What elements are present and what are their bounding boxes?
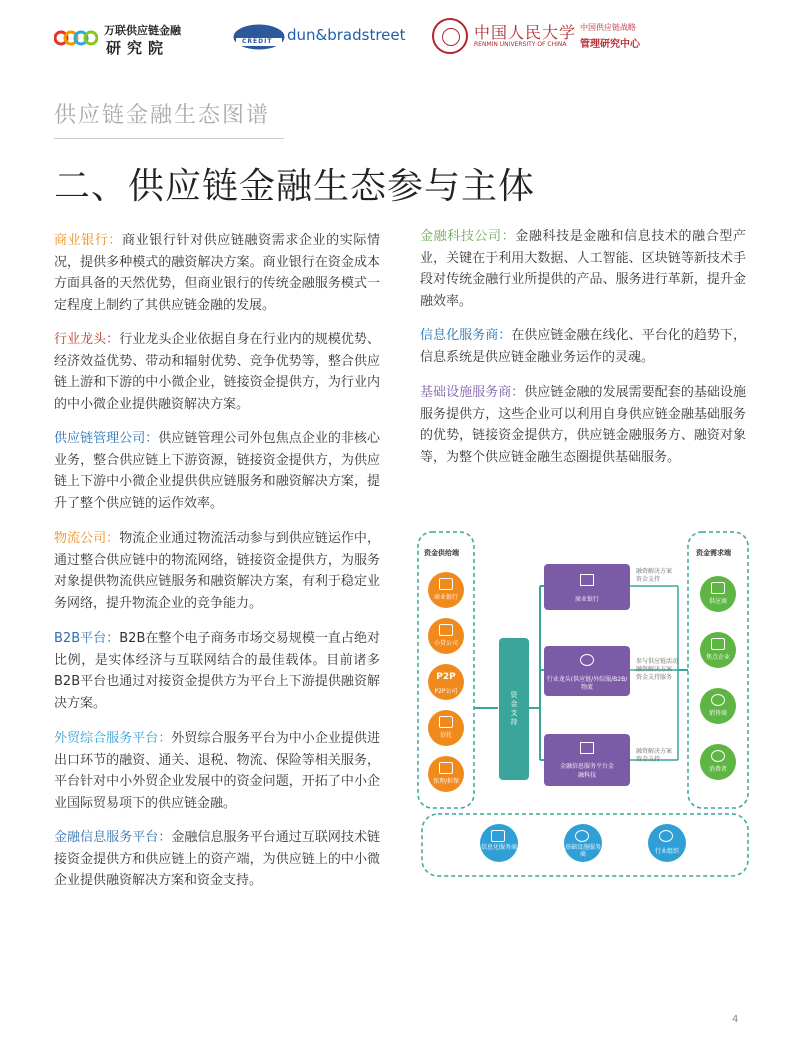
paragraph-body: 金融科技是金融和信息技术的融合型产业，关键在于利用大数据、人工智能、区块链等新技术手段对传统金融行业所提供的产品、服务进行革新，提升金融效率。: [420, 229, 746, 309]
middle-commercial-bank: 商业银行: [544, 564, 630, 610]
paragraph-commercial-bank: [54, 230, 380, 316]
paragraph-body: B2B在整个电子商务市场交易规模一直占绝对比例，是实体经济与互联网结合的最佳载体。目前诸多B2B平台也通过对接资金提供方为平台上下游提供融资解决方案。: [54, 631, 380, 711]
paragraph-b2b: [54, 628, 380, 714]
dun-bradstreet-logo: dun&bradstreet: [287, 26, 406, 44]
term-label: 供应链管理公司：: [54, 431, 159, 446]
paragraph-body: 在供应链金融在线化、平台化的趋势下，信息系统是供应链金融业务运作的灵魂。: [420, 328, 746, 365]
renmin-seal-icon: [432, 18, 468, 54]
bar-chart-icon: [491, 830, 505, 842]
term-label: 外贸综合服务平台：: [54, 731, 172, 746]
paragraph-infrastructure: [420, 382, 746, 468]
demand-focal-enterprise: 焦点企业: [700, 632, 736, 668]
paragraph-fintech: [420, 226, 746, 312]
supplier-trust: 信托: [428, 710, 464, 746]
people-icon: [711, 750, 725, 762]
renmin-english-name: RENMIN UNIVERSITY OF CHINA: [474, 41, 567, 48]
yuan-screen-icon: [580, 742, 594, 754]
person-icon: [711, 694, 725, 706]
demand-supplier: 供应商: [700, 576, 736, 612]
gear-icon: [575, 830, 589, 842]
wanlian-logo: [54, 20, 204, 56]
bank-icon: [580, 574, 594, 586]
bottom-infrastructure: 基础设施服务商: [564, 824, 602, 862]
supplier-commercial-bank: 商业银行: [428, 572, 464, 608]
paragraph-body: 金融信息服务平台通过互联网技术链接资金提供方和供应链上的资产端，为供应链上的中小微企业提供融资解决方案和资金支持。: [54, 830, 380, 888]
paragraph-industry-leader: [54, 329, 380, 415]
huaxia-globe-icon: [232, 22, 286, 52]
middle-industry-leader: 行业龙头(供应链/外综服/B2B/物流: [544, 646, 630, 696]
bottom-it-service: 信息化服务商: [480, 824, 518, 862]
section-divider: [54, 138, 284, 139]
renmin-university-logo: [432, 18, 642, 56]
paragraph-body: 供应链金融的发展需要配套的基础设施服务提供方，这些企业可以利用自身供应链金融基础服务的优势，链接资金提供方，供应链金融服务方、融资对象等，为整个供应链金融生态圈提供基础服务。: [420, 385, 746, 465]
section-label: 供应链金融生态图谱: [54, 103, 271, 128]
hand-coin-icon: [580, 654, 594, 666]
supply-side-title: 资金供给端: [424, 549, 459, 557]
term-label: 行业龙头：: [54, 332, 120, 347]
paragraph-finance-info: [54, 827, 380, 892]
paragraph-body: 行业龙头企业依据自身在行业内的规模优势、经济效益优势、带动和辐射优势、竞争优势等，整合供应链上游和下游的中小微企业，链接资金提供方，为行业内的中小微企业提供融资解决方案。: [54, 332, 380, 412]
supplier-microloan: 小贷公司: [428, 618, 464, 654]
paragraph-logistics: [54, 528, 380, 614]
paragraph-it-service: [420, 325, 746, 368]
wanlian-institute: 研究院: [106, 39, 170, 57]
huaxia-credit-logo: [232, 22, 286, 52]
trust-icon: [439, 716, 453, 728]
bottom-industry-org: 行业组织: [648, 824, 686, 862]
office-icon: [711, 638, 725, 650]
supplier-factoring: 保理/担保: [428, 756, 464, 792]
term-label: 基础设施服务商：: [420, 385, 525, 400]
term-label: B2B平台：: [54, 631, 120, 646]
shield-icon: [439, 762, 453, 774]
note-3: 融资解决方案 资金支持: [636, 748, 673, 763]
huaxia-credit-text: CREDIT: [242, 38, 273, 45]
paragraph-foreign-trade: [54, 728, 380, 814]
demand-consumer: 消费者: [700, 744, 736, 780]
renmin-name: 中国人民大学: [474, 23, 577, 42]
ruc-center-line1: 中国供应链战略: [580, 23, 636, 32]
page-number: 4: [732, 1014, 739, 1025]
term-label: 物流公司：: [54, 531, 120, 546]
capital-support-bar: 资金支持: [499, 638, 529, 780]
demand-distributor: 销售商: [700, 688, 736, 724]
term-label: 金融科技公司：: [420, 229, 516, 244]
network-icon: [659, 830, 673, 842]
ruc-center-line2: 管理研究中心: [580, 39, 640, 50]
term-label: 信息化服务商：: [420, 328, 512, 343]
factory-icon: [711, 582, 725, 594]
demand-side-title: 资金需求端: [696, 549, 731, 557]
supplier-p2p: P2P P2P公司: [428, 664, 464, 700]
wanlian-mark-icon: [54, 24, 98, 50]
paragraph-body: 商业银行针对供应链融资需求企业的实际情况，提供多种模式的融资解决方案。商业银行在资金成本方面具备的天然优势，但商业银行的传统金融服务模式一定程度上制约了其供应链金融的发展。: [54, 233, 380, 313]
middle-fin-info-platform: 金融信息服务平台金融科技: [544, 734, 630, 786]
building-icon: [439, 624, 453, 636]
paragraph-body: 物流企业通过物流活动参与到供应链运作中，通过整合供应链中的物流网络，链接资金提供方，为服务对象提供物流供应链服务和融资解决方案，有利于稳定业务网络，提升物流企业的竞争能力。: [54, 531, 380, 611]
ecosystem-diagram: [416, 528, 756, 880]
term-label: 金融信息服务平台：: [54, 830, 172, 845]
note-2: 参与供应链活动 融资解决方案 资金支持服务: [636, 658, 679, 681]
term-label: 商业银行：: [54, 233, 123, 248]
paragraph-body: 外贸综合服务平台为中小企业提供进出口环节的融资、通关、退税、物流、保险等相关服务，平台针对中小外贸企业发展中的资金问题，开拓了中小企业国际贸易项下的供应链金融。: [54, 731, 380, 811]
paragraph-body: 供应链管理公司外包焦点企业的非核心业务，整合供应链上下游资源，链接资金提供方，为供应链上下游中小微企业提供供应链服务和融资解决方案，提升了整个供应链的运作效率。: [54, 431, 380, 511]
wanlian-name: 万联供应链金融: [104, 24, 181, 37]
note-1: 融资解决方案 资金支持: [636, 568, 673, 583]
page-title: 二、供应链金融生态参与主体: [54, 166, 536, 207]
bank-icon: [439, 578, 453, 590]
paragraph-scm-company: [54, 428, 380, 514]
